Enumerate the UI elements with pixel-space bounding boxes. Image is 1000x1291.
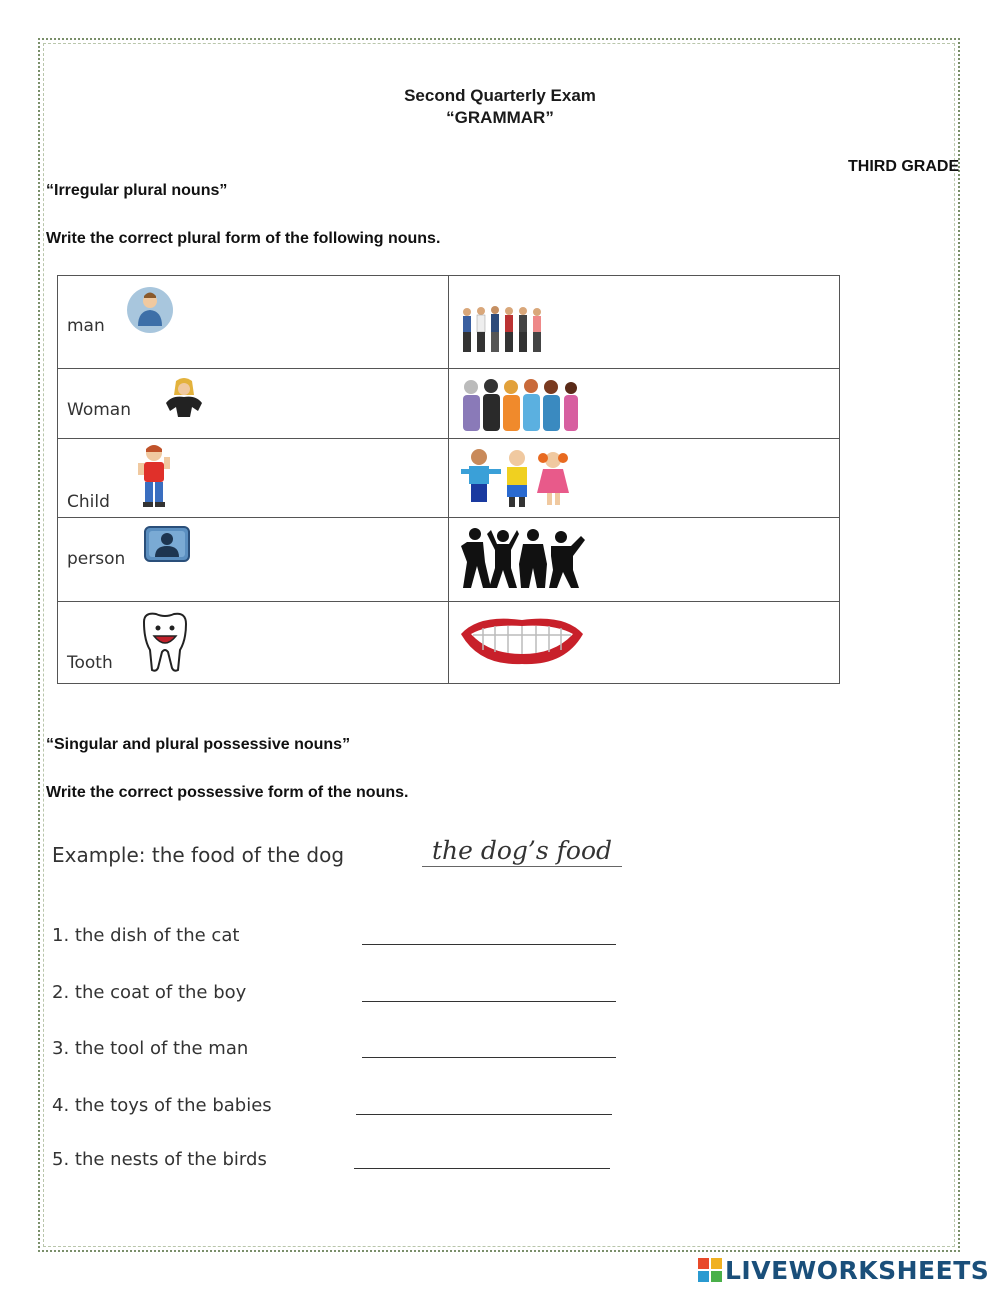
children-group-icon [459, 447, 579, 511]
list-item: 2. the coat of the boy [52, 982, 247, 1003]
liveworksheets-logo[interactable] [698, 1255, 989, 1285]
singular-word: person [67, 549, 126, 569]
table-row [58, 602, 840, 684]
section2-instruction: Write the correct possessive form of the nouns. [46, 784, 409, 801]
people-silhouette-icon [461, 526, 585, 590]
woman-icon [158, 377, 210, 419]
brand-name: LIVEWORKSHEETS [725, 1255, 990, 1285]
section1-heading: “Irregular plural nouns” [46, 182, 228, 199]
singular-word: Tooth [67, 653, 113, 673]
answer-blank-1[interactable] [362, 944, 616, 945]
plural-nouns-table [57, 275, 840, 684]
list-item: 5. the nests of the birds [52, 1149, 267, 1170]
singular-word: Child [67, 492, 110, 512]
table-row [58, 518, 840, 602]
answer-blank-2[interactable] [362, 1001, 616, 1002]
singular-cell [58, 439, 449, 518]
section1-instruction: Write the correct plural form of the following nouns. [46, 230, 441, 247]
list-item: 4. the toys of the babies [52, 1095, 272, 1116]
singular-cell [58, 518, 449, 602]
singular-cell [58, 602, 449, 684]
table-row [58, 439, 840, 518]
plural-cell [449, 369, 840, 439]
men-group-icon [459, 304, 549, 360]
answer-blank-5[interactable] [354, 1168, 610, 1169]
answer-blank-4[interactable] [356, 1114, 612, 1115]
table-row [58, 369, 840, 439]
tooth-icon [136, 610, 194, 674]
singular-cell [58, 276, 449, 369]
example-answer: the dog’s food [422, 836, 622, 867]
man-icon [122, 286, 178, 334]
example-label: Example: the food of the dog [52, 843, 345, 867]
grade-label: THIRD GRADE [848, 158, 960, 175]
plural-cell [449, 439, 840, 518]
child-icon [134, 443, 174, 511]
plural-cell [449, 518, 840, 602]
singular-word: man [67, 316, 105, 336]
women-group-icon [459, 377, 579, 433]
teeth-smile-icon [459, 610, 585, 666]
singular-cell [58, 369, 449, 439]
table-row [58, 276, 840, 369]
exam-title: Second Quarterly Exam [404, 86, 596, 105]
liveworksheets-icon [698, 1258, 722, 1282]
answer-blank-3[interactable] [362, 1057, 616, 1058]
exam-subject: “GRAMMAR” [446, 108, 554, 127]
plural-cell [449, 276, 840, 369]
list-item: 3. the tool of the man [52, 1038, 249, 1059]
section2-heading: “Singular and plural possessive nouns” [46, 736, 351, 753]
list-item: 1. the dish of the cat [52, 925, 240, 946]
person-icon [144, 526, 190, 562]
plural-cell [449, 602, 840, 684]
singular-word: Woman [67, 400, 131, 420]
